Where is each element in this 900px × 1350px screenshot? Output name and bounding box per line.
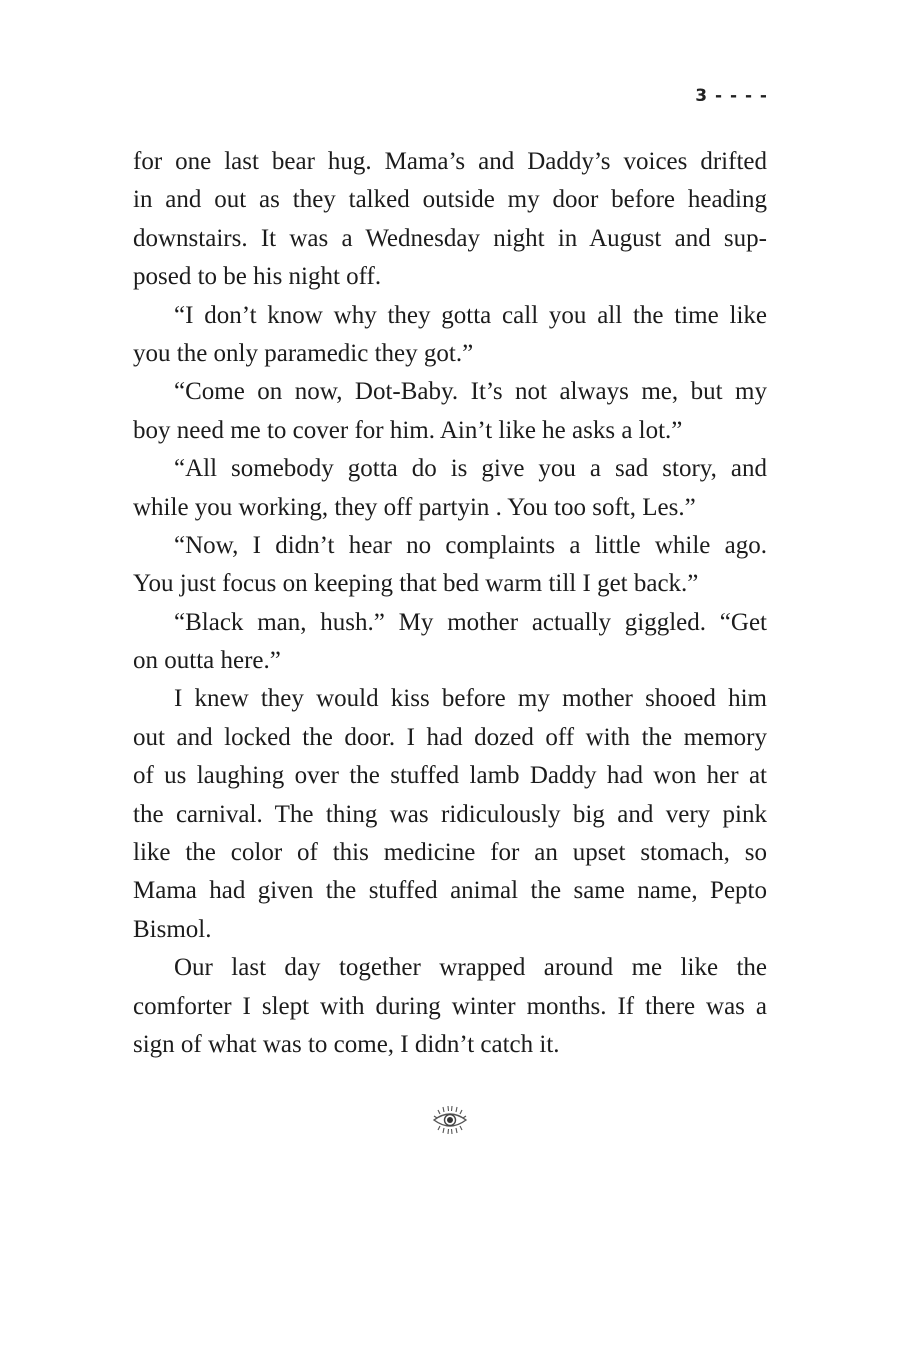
text-line: sign of what was to come, I didn’t catch it. (133, 1030, 560, 1058)
text-line: of us laughing over the stuffed lamb Daddy had won her at (133, 762, 767, 790)
page-number: 3 - - - - (695, 86, 768, 106)
text-line: out and locked the door. I had dozed off with the memory (133, 723, 767, 751)
text-line: “All somebody gotta do is give you a sad story, and (174, 455, 767, 483)
text-line: You just focus on keeping that bed warm till I get back.” (133, 570, 699, 598)
text-line: you the only paramedic they got.” (133, 339, 474, 367)
text-line: Bismol. (133, 915, 212, 943)
text-line: comforter I slept with during winter months. If there was a (133, 992, 767, 1020)
text-line: Our last day together wrapped around me like the (174, 954, 767, 982)
body-text (133, 143, 767, 1064)
text-line: “I don’t know why they gotta call you all the time like (174, 301, 767, 329)
text-line: downstairs. It was a Wednesday night in August and sup- (133, 224, 767, 252)
text-line: in and out as they talked outside my door before heading (133, 186, 767, 214)
text-line: the carnival. The thing was ridiculously big and very pink (133, 800, 767, 828)
text-line: “Now, I didn’t hear no complaints a little while ago. (174, 531, 767, 559)
text-line: boy need me to cover for him. Ain’t like he asks a lot.” (133, 416, 683, 444)
text-line: while you working, they off partyin . You too soft, Les.” (133, 493, 696, 521)
text-line: like the color of this medicine for an upset stomach, so (133, 839, 767, 867)
text-line: posed to be his night off. (133, 263, 382, 291)
text-line: “Come on now, Dot-Baby. It’s not always me, but my (174, 378, 767, 406)
text-line: Mama had given the stuffed animal the same name, Pepto (133, 877, 767, 905)
text-line: for one last bear hug. Mama’s and Daddy’s voices drifted (133, 148, 767, 175)
text-line: on outta here.” (133, 647, 281, 675)
text-line: “Black man, hush.” My mother actually giggled. “Get (174, 608, 767, 636)
eye-ornament-icon (428, 1100, 472, 1140)
text-line: I knew they would kiss before my mother shooed him (174, 685, 767, 713)
